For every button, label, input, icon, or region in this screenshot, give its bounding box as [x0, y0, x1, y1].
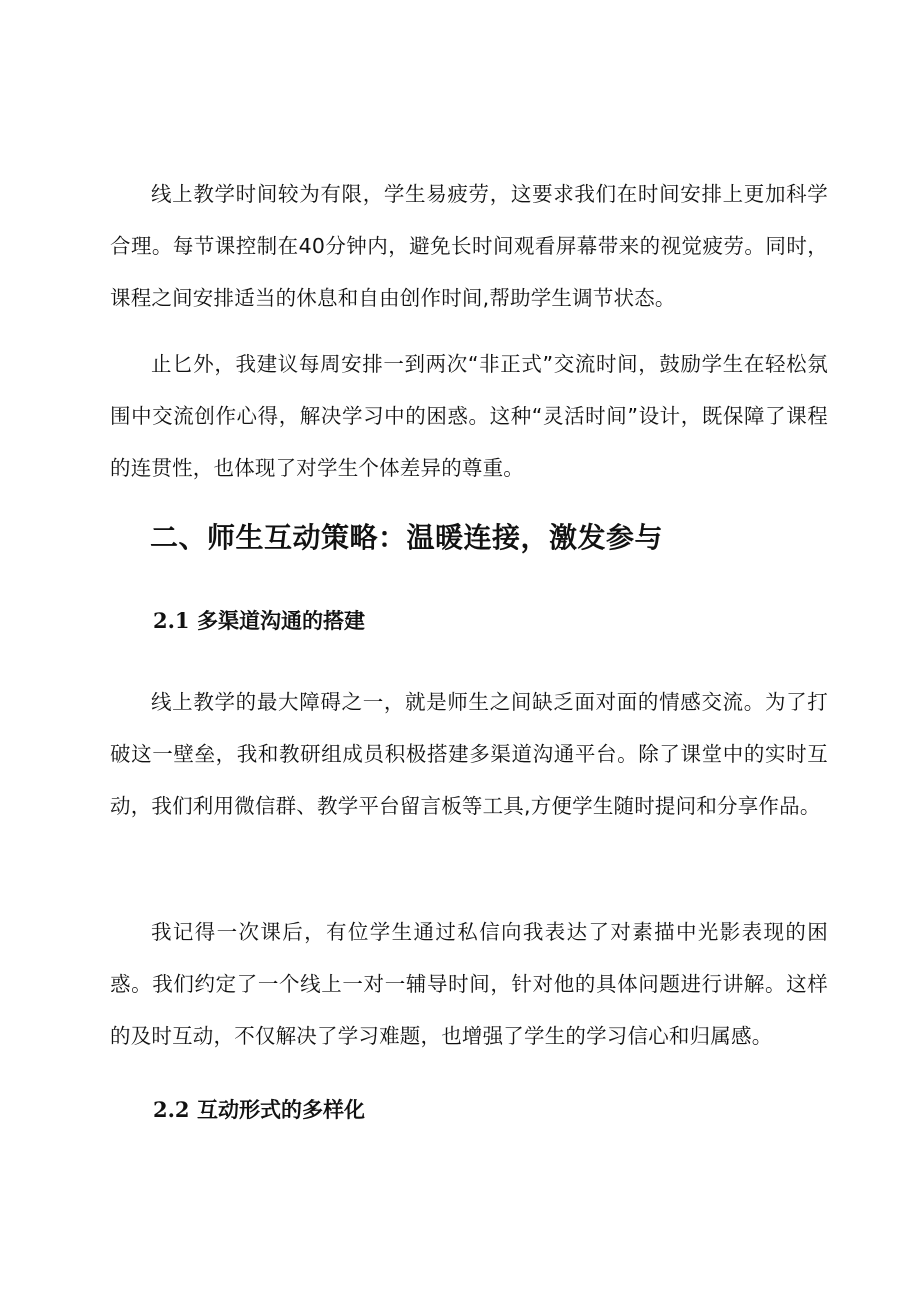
paragraph-time-arrangement: 线上教学时间较为有限，学生易疲劳，这要求我们在时间安排上更加科学合理。每节课控制在40分钟内，避免长时间观看屏幕带来的视觉疲劳。同时，课程之间安排适当的休息和自由创作时间,帮助学生调节状态。 — [110, 182, 828, 310]
paragraph-informal-exchange: 止匕外，我建议每周安排一到两次“非正式”交流时间，鼓励学生在轻松氛围中交流创作心得，解决学习中的困惑。这种“灵活时间”设计，既保障了课程的连贯性，也体现了对学生个体差异的尊重。 — [110, 352, 828, 480]
paragraph-tutoring-anecdote: 我记得一次课后，有位学生通过私信向我表达了对素描中光影表现的困惑。我们约定了一个线上一对一辅导时间，针对他的具体问题进行讲解。这样的及时互动，不仅解决了学习难题，也增强了学生的学习信心和归属感。 — [110, 920, 828, 1048]
subsection-number: 2.2 — [153, 1097, 190, 1122]
subsection-title: 互动形式的多样化 — [197, 1098, 365, 1122]
subsection-number: 2.1 — [153, 608, 190, 633]
section-heading: 二、师生互动策略：温暖连接，激发参与 — [150, 521, 664, 554]
subsection-heading-2-2 — [153, 1093, 365, 1127]
paragraph-multichannel-communication: 线上教学的最大障碍之一，就是师生之间缺乏面对面的情感交流。为了打破这一壁垒，我和教研组成员积极搭建多渠道沟通平台。除了课堂中的实时互动，我们利用微信群、教学平台留言板等工具,方便学生随时提问和分享作品。 — [110, 690, 828, 818]
subsection-title: 多渠道沟通的搭建 — [197, 609, 365, 633]
subsection-heading-2-1 — [153, 604, 365, 638]
